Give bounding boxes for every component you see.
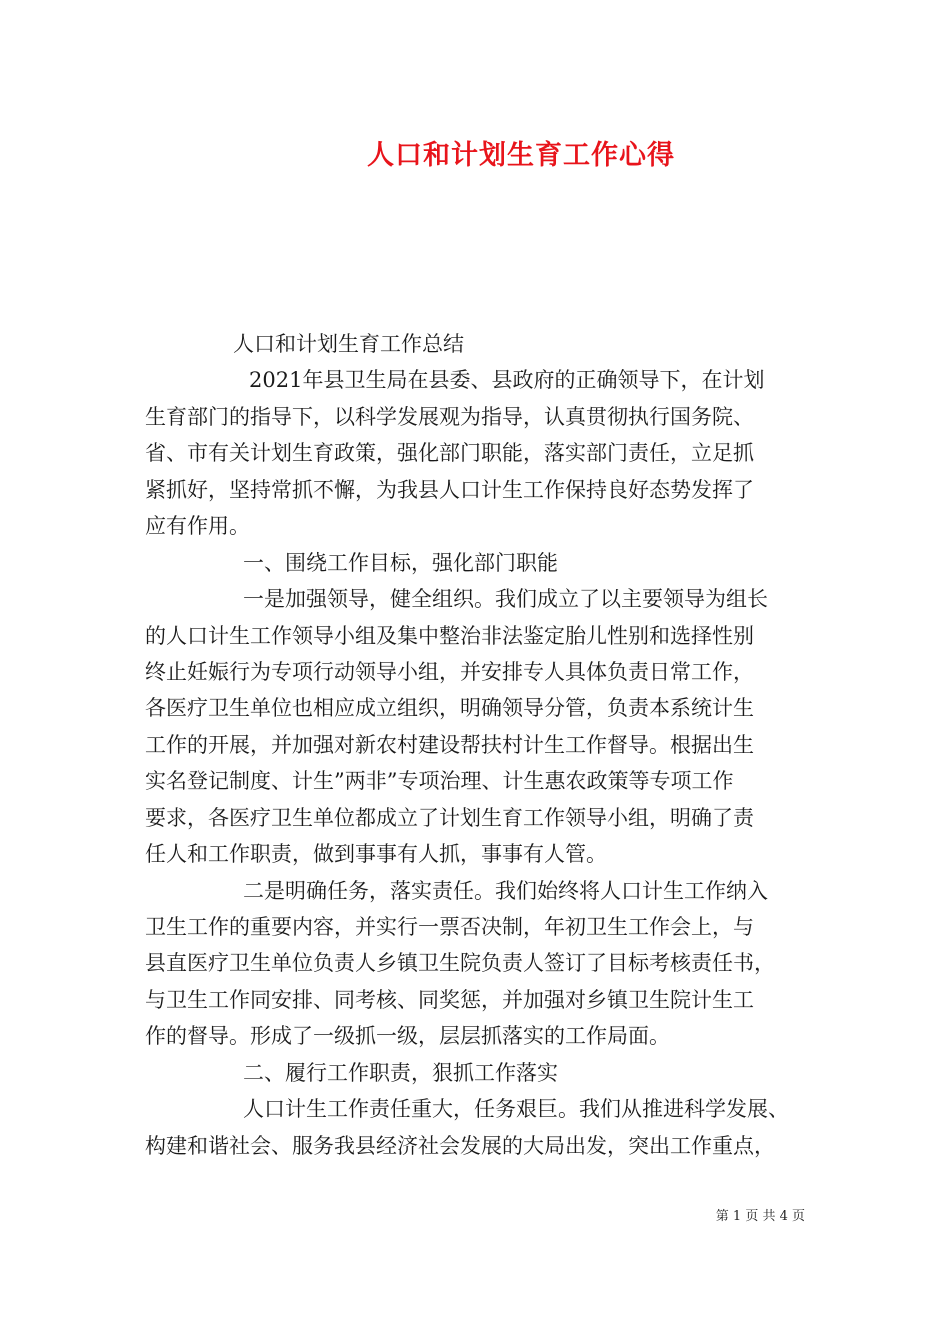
text-line: 任人和工作职责，做到事事有人抓，事事有人管。 (145, 842, 607, 867)
text-line: 县直医疗卫生单位负责人乡镇卫生院负责人签订了目标考核责任书， (145, 951, 775, 976)
text-line: 二、履行工作职责，狠抓工作落实 (243, 1060, 558, 1085)
document-title: 人口和计划生育工作心得 (367, 140, 675, 171)
text-line: 要求，各医疗卫生单位都成立了计划生育工作领导小组，明确了责 (145, 805, 754, 830)
text-line: 生育部门的指导下，以科学发展观为指导，认真贯彻执行国务院、 (145, 404, 754, 429)
text-line: 2021年县卫生局在县委、县政府的正确领导下，在计划 (249, 368, 765, 393)
page-number: 第 1 页 共 4 页 (715, 1209, 805, 1224)
text-line: 二是明确任务，落实责任。我们始终将人口计生工作纳入 (243, 878, 768, 903)
document-body (145, 326, 813, 1164)
text-line: 与卫生工作同安排、同考核、同奖惩，并加强对乡镇卫生院计生工 (145, 987, 754, 1012)
text-line: 省、市有关计划生育政策，强化部门职能，落实部门责任，立足抓 (145, 441, 754, 466)
text-line: 作的督导。形成了一级抓一级，层层抓落实的工作局面。 (145, 1024, 670, 1049)
text-line: 应有作用。 (145, 514, 250, 539)
text-line: 紧抓好，坚持常抓不懈，为我县人口计生工作保持良好态势发挥了 (145, 477, 754, 502)
text-line: 构建和谐社会、服务我县经济社会发展的大局出发，突出工作重点， (145, 1133, 775, 1158)
text-line: 一、围绕工作目标，强化部门职能 (243, 550, 558, 575)
text-line: 人口和计划生育工作总结 (233, 332, 464, 356)
text-line: 卫生工作的重要内容，并实行一票否决制，年初卫生工作会上，与 (145, 915, 754, 939)
text-line: 一是加强领导，健全组织。我们成立了以主要领导为组长 (243, 587, 768, 612)
text-line: 实名登记制度、计生”两非”专项治理、计生惠农政策等专项工作 (145, 769, 734, 794)
text-line: 的人口计生工作领导小组及集中整治非法鉴定胎儿性别和选择性别 (145, 623, 754, 648)
text-line: 各医疗卫生单位也相应成立组织，明确领导分管，负责本系统计生 (145, 696, 754, 721)
text-line: 终止妊娠行为专项行动领导小组，并安排专人具体负责日常工作， (145, 659, 754, 684)
text-line: 工作的开展，并加强对新农村建设帮扶村计生工作督导。根据出生 (145, 732, 754, 757)
text-line: 人口计生工作责任重大，任务艰巨。我们从推进科学发展、 (243, 1097, 789, 1122)
